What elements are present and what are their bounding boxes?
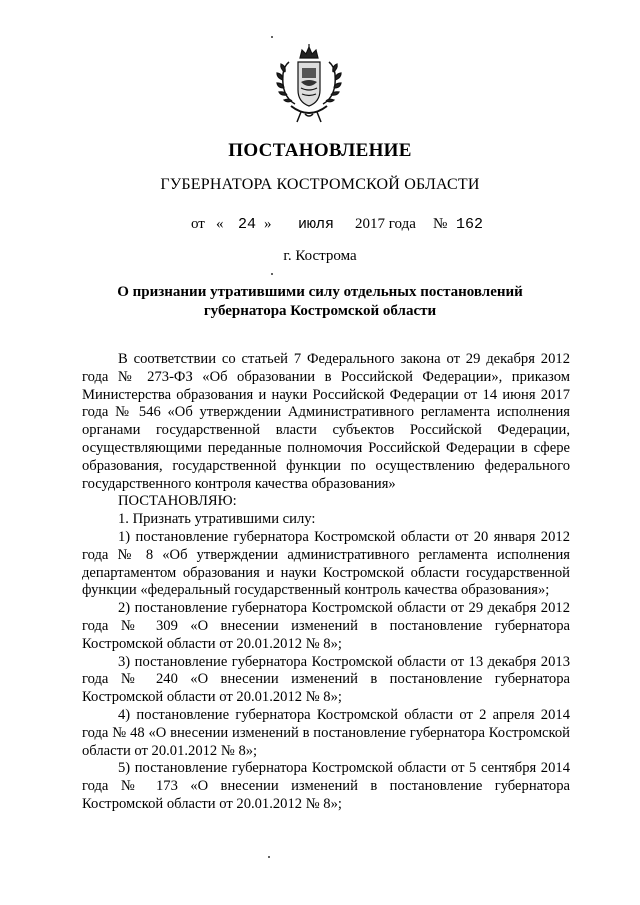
number-sign: № [433, 216, 448, 232]
date-close-quote: » [264, 216, 272, 232]
date-year: 2017 года [355, 216, 416, 232]
scan-speck [271, 273, 273, 275]
subitem-4: 4) постановление губернатора Костромской области от 2 апреля 2014 года № 48 «О внесении изменений в постановление губернатора Костромской области от 20.01.2012 № 8»; [82, 706, 570, 759]
subitem-2: 2) постановление губернатора Костромской области от 29 декабря 2012 года № 309 «О внесении изменений в постановление губернатора Костромской области от 20.01.2012 № 8»; [82, 600, 570, 652]
subitem-5: 5) постановление губернатора Костромской области от 5 сентября 2014 года № 173 «О внесении изменений в постановление губернатора Костромской области от 20.01.2012 № 8»; [82, 760, 570, 812]
subitem-1: 1) постановление губернатора Костромской области от 20 января 2012 года № 8 «Об утверждении административного регламента исполнения департаментом образования и науки Костромской области государственной функции «федеральный государственный контроль качества образования»; [82, 528, 570, 599]
preamble-paragraph: В соответствии со статьей 7 Федерального закона от 29 декабря 2012 года № 273-ФЗ «Об образовании в Российской Федерации», приказом Министерства образования и науки Российской Федерации от 14 июня 2017 года № 546 «Об утверждении Административного регламента исполнения органами государственной власти субъектов Российской Федерации, осуществляющими переданные полномочия Российской Федерации в сфере образования, государственной функции по осуществлению федерального государственного контроля качества образования» [82, 351, 570, 492]
document-heading [0, 283, 640, 321]
item-1: 1. Признать утратившими силу: [118, 511, 316, 528]
heading-line-1: О признании утратившими силу отдельных постановлений [117, 284, 523, 300]
date-from-label: от [191, 216, 205, 232]
document-title: ПОСТАНОВЛЕНИЕ [228, 140, 412, 161]
resolve-line: ПОСТАНОВЛЯЮ: [118, 493, 237, 510]
subitem-3: 3) постановление губернатора Костромской области от 13 декабря 2013 года № 240 «О внесении изменений в постановление губернатора Костромской области от 20.01.2012 № 8»; [82, 653, 570, 706]
heading-line-2: губернатора Костромской области [203, 303, 437, 319]
scan-speck [271, 36, 273, 38]
document-body [82, 351, 570, 814]
scan-speck [268, 856, 270, 858]
city-line: г. Кострома [283, 248, 357, 264]
date-day: 24 [238, 216, 257, 233]
document-number: 162 [456, 216, 484, 233]
date-month: июля [298, 216, 335, 233]
date-open-quote: « [216, 216, 224, 232]
issuer-line: ГУБЕРНАТОРА КОСТРОМСКОЙ ОБЛАСТИ [160, 176, 480, 193]
coat-of-arms-emblem [271, 44, 347, 134]
